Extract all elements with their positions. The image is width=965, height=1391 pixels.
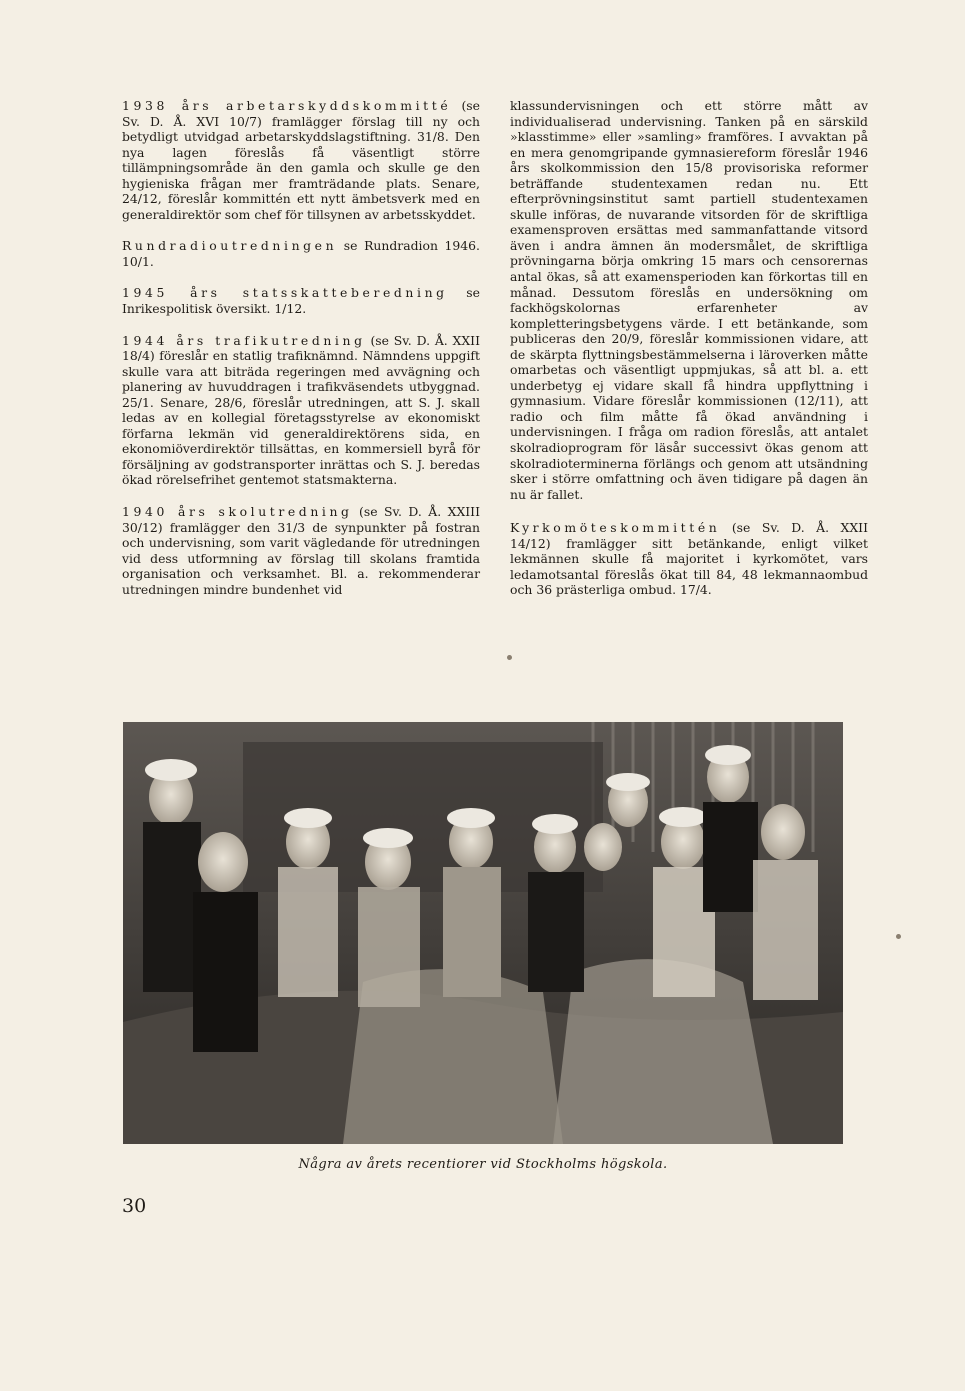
entry-keyword: 1945 års statsskatteberedning	[122, 285, 448, 301]
group-photograph	[123, 722, 843, 1144]
entry-text: (se Sv. D. Å. XVI 10/7) framlägger förslag till ny och betydligt utvidgad arbetarskyddslagstiftning. 31/8. Den nya lagen föreslås få väsentligt större tillämpningsområde än den gamla och skulle ge den hygieniska frågan mer framträdande plats. Senare, 24/12, föreslår kommittén ett nytt ämbetsverk med en generaldirektör som chef för tillsynen av arbetsskyddet.	[122, 98, 480, 222]
entry-skolutredning	[122, 504, 480, 597]
right-column	[510, 98, 868, 616]
left-column	[122, 98, 480, 613]
print-speck	[896, 934, 901, 939]
entry-trafikutredning	[122, 333, 480, 488]
entry-statsskatteberedning	[122, 285, 480, 316]
page-number: 30	[122, 1195, 147, 1217]
entry-keyword: Rundradioutredningen	[122, 238, 338, 254]
entry-text: (se Sv. D. Å. XXIII 30/12) framlägger den 31/3 de synpunkter på fostran och undervisning, som varit vägledande för utredningen vid dess utformning av förslag till skolans framtida organisation och verksamhet. Bl. a. rekommenderar utredningen mindre bundenhet vid	[122, 504, 480, 597]
entry-keyword: 1944 års trafikutredning	[122, 332, 366, 348]
entry-rundradioutredningen	[122, 238, 480, 269]
entry-text: se Inrikespolitisk översikt. 1/12.	[122, 285, 480, 317]
entry-keyword: 1938 års arbetarskyddskommitté	[122, 98, 452, 113]
entry-keyword: Kyrkomöteskommittén	[510, 520, 721, 536]
photograph-icon	[123, 722, 843, 1144]
print-speck	[507, 655, 512, 660]
entry-kyrkomoteskommitten	[510, 520, 868, 598]
entry-skolkommission-continued	[510, 98, 868, 502]
photo-caption: Några av årets recentiorer vid Stockholms högskola.	[298, 1157, 668, 1172]
entry-arbetarskyddskommitte	[122, 98, 480, 222]
entry-text: (se Sv. D. Å. XXII 18/4) föreslår en statlig trafiknämnd. Nämndens uppgift skulle vara att biträda regeringen med avvägning och planering av huvuddragen i trafikväsendets utbyggnad. 25/1. Senare, 28/6, föreslår utredningen, att S. J. skall ledas av en kollegial företagsstyrelse av ekonomiskt förfarna lekmän vid generaldirektörens sida, en ekonomiöverdirektör tillsättas, en kommersiell byrå för försäljning av godstransporter inrättas och S. J. beredas ökad rörelsefrihet gentemot statsmakterna.	[122, 332, 480, 488]
entry-text: (se Sv. D. Å. XXII 14/12) framlägger sitt betänkande, enligt vilket lekmännen skulle få majoritet i kyrkomötet, vars ledamotsantal föreslås ökat till 84, 48 lekmannaombud och 36 prästerliga ombud. 17/4.	[510, 520, 868, 598]
entry-keyword: 1940 års skolutredning	[122, 504, 353, 520]
entry-text: klassundervisningen och ett större mått av individualiserad undervisning. Tanken på en särskild »klasstimme» eller »samling» framföres. I avvaktan på en mera genomgripande gymnasiereform föreslår 1946 års skolkommission den 15/8 provisoriska reformer beträffande studentexamen redan nu. Ett efterprövningsinstitut samt partiell studentexamen skulle införas, de nuvarande vitsorden för de skriftliga examensproven ersättas med sammanfattande vitsord även i andra ämnen än modersmålet, de skriftliga prövningarna börja omkring 15 mars och censorernas antal ökas, så att examensperioden kan förkortas till en månad. Dessutom föreslås en undersökning om fackhögskolornas erfarenheter av kompletteringsbetygens värde. I ett betänkande, som publiceras den 20/9, föreslår kommissionen vidare, att de skärpta flyttningsbestämmelserna i läroverken måtte omarbetas och väsentligt uppmjukas, så att bl. a. ett underbetyg ej vidare skall få hindra uppflyttning i gymnasium. Vidare föreslår kommissionen (12/11), att radio och film måtte få ökad användning i undervisningen. I fråga om radion föreslås, att antalet skolradioprogram för läsår successivt ökas genom att skolradioterminerna förlängs och genom att utsändning sker i större omfattning och även tidigare på dagen än nu är fallet.	[510, 98, 868, 502]
entry-text: se Rundradion 1946. 10/1.	[122, 238, 480, 269]
